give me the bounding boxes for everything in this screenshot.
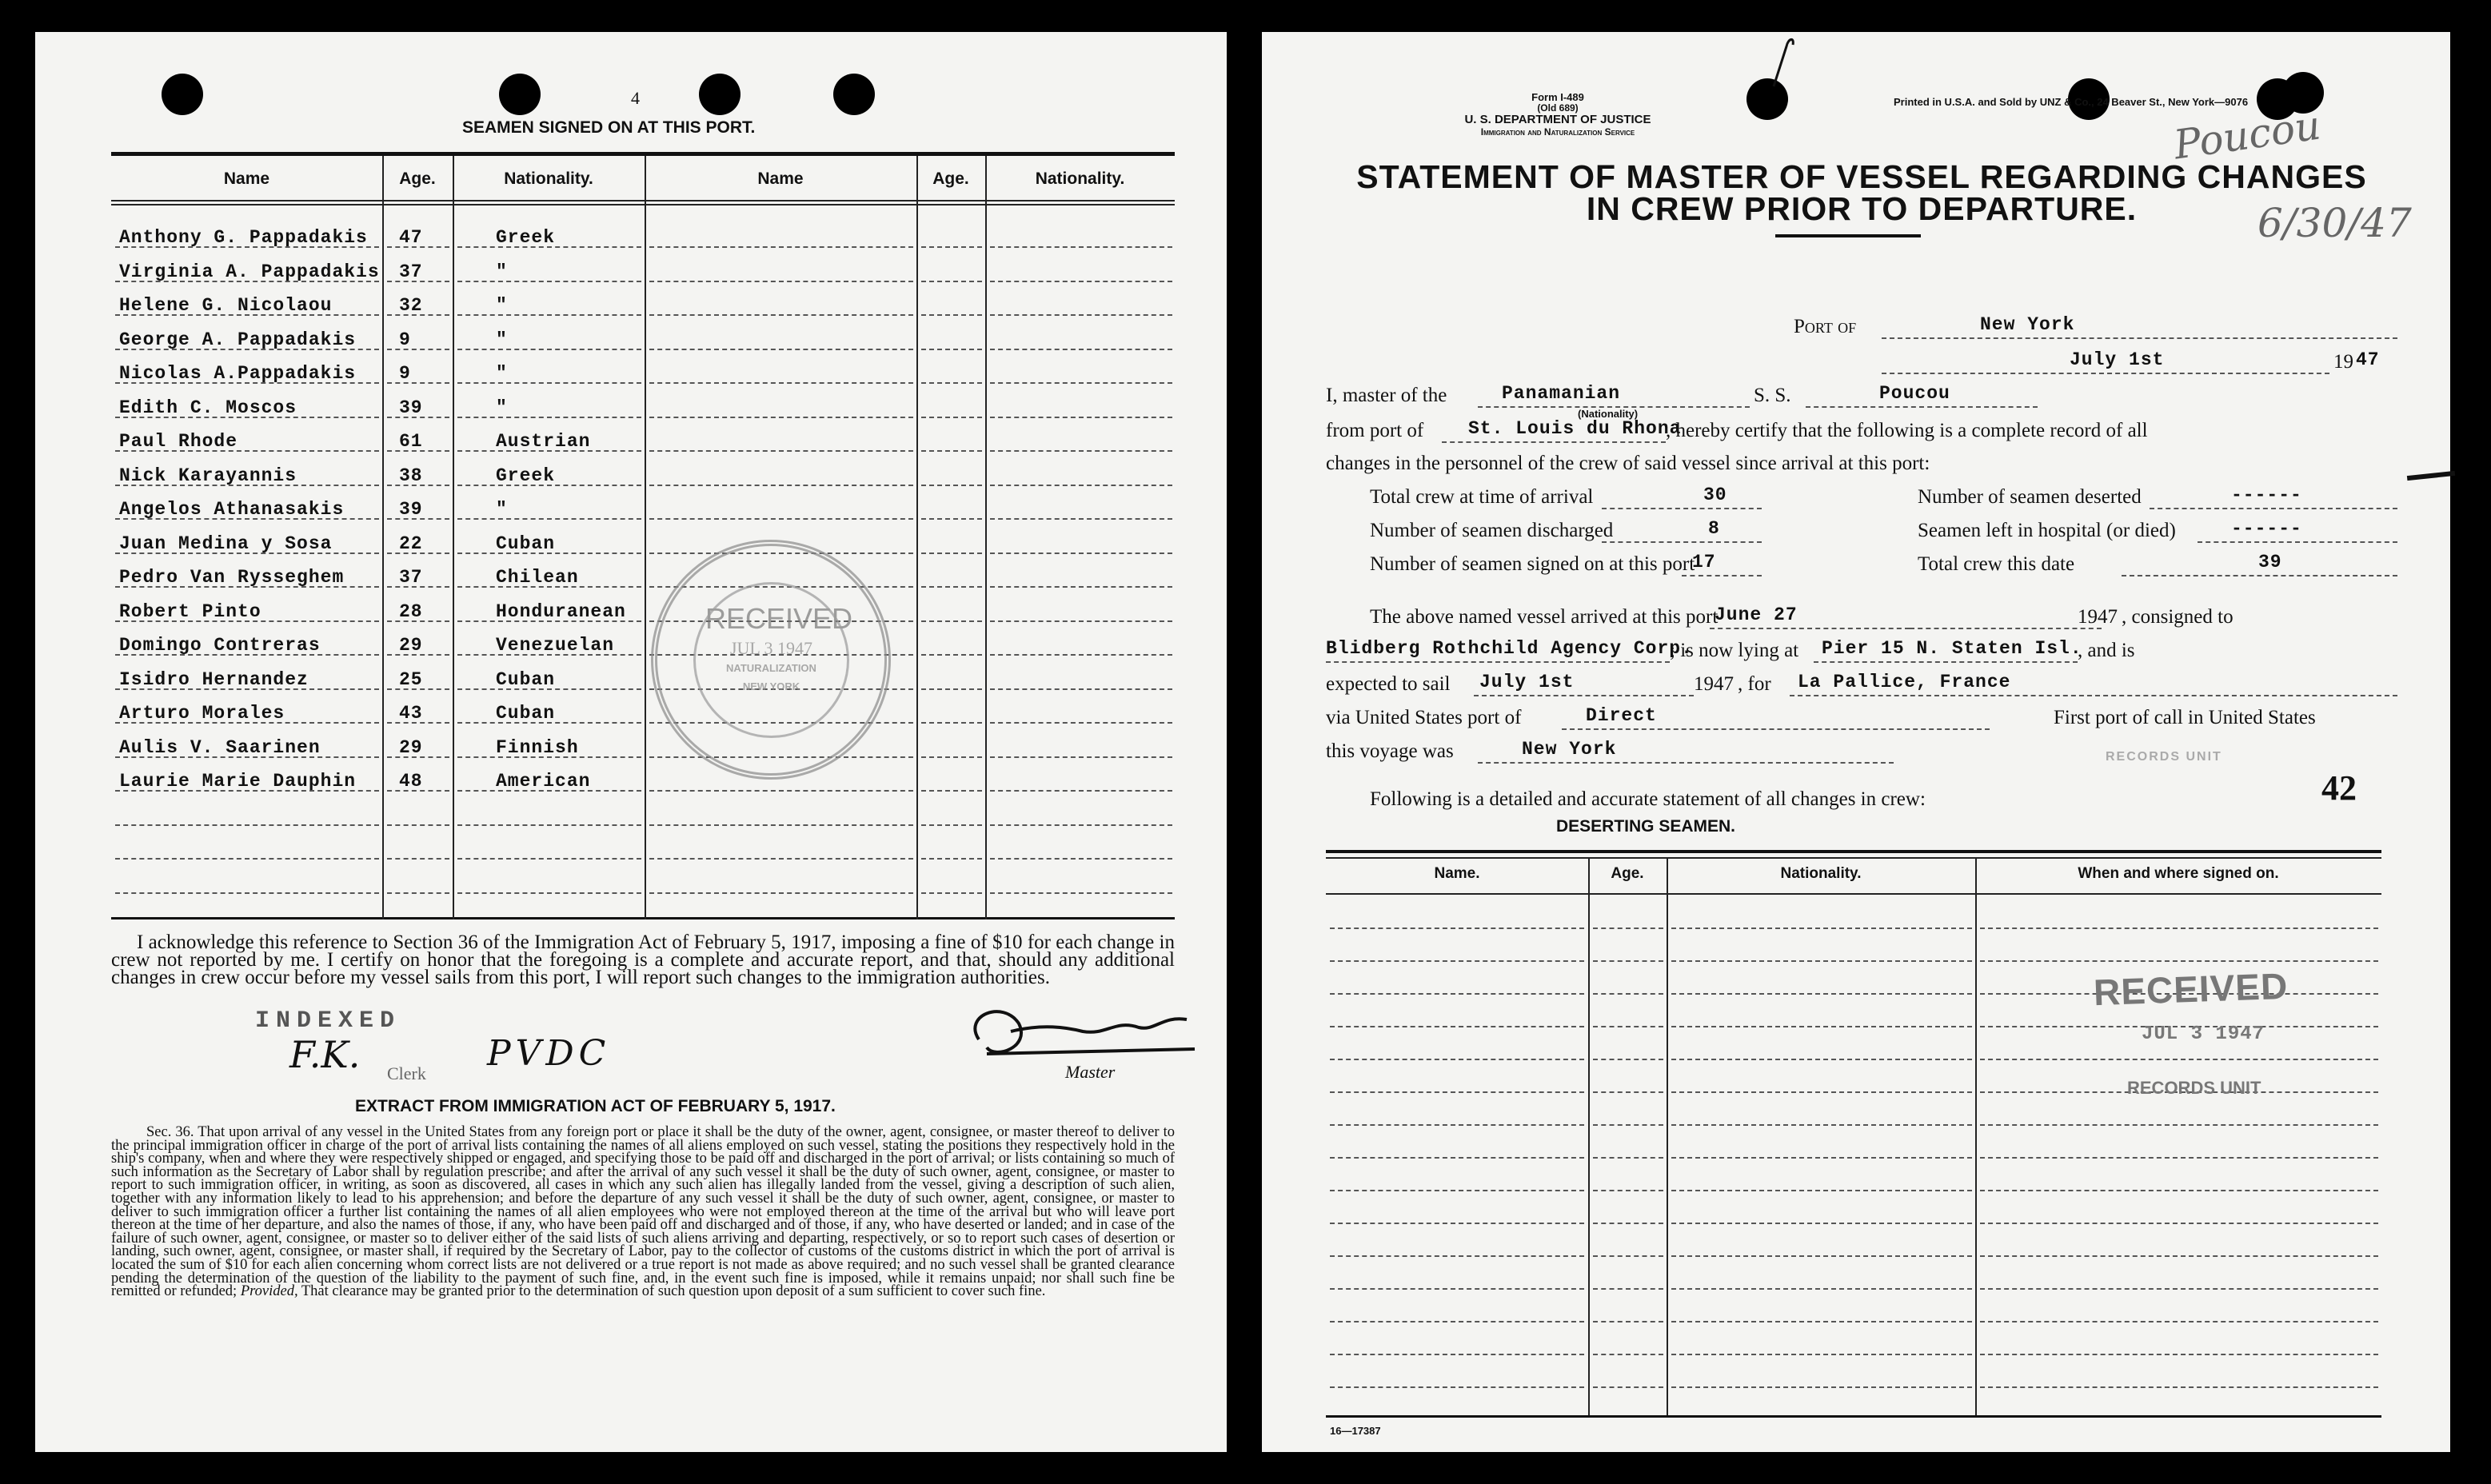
this-voyage-label: this voyage was	[1326, 740, 1454, 762]
row-nationality: "	[496, 397, 508, 418]
row-nationality: Honduranean	[496, 600, 626, 622]
row-nationality: Chilean	[496, 567, 579, 588]
punch-hole	[699, 74, 741, 115]
row-nationality: Cuban	[496, 533, 556, 554]
extract-text	[111, 1126, 1175, 1298]
received-stamp-date: JUL 3 1947	[2142, 1023, 2265, 1045]
row-age: 32	[399, 295, 423, 316]
page-number: 4	[631, 88, 640, 108]
row-nationality: "	[496, 329, 508, 350]
row-age: 39	[399, 397, 423, 418]
handwritten-ship: Poucou	[2170, 102, 2324, 169]
from-port-value: St. Louis du Rhona	[1468, 418, 1682, 439]
row-age: 61	[399, 431, 423, 452]
stamp-date: JUL 3 1947	[729, 638, 813, 658]
section-title: SEAMEN SIGNED ON AT THIS PORT.	[462, 118, 756, 137]
handwritten-date: 6/30/47	[2257, 200, 2412, 246]
and-is-label: , and is	[2078, 640, 2135, 661]
form-title-line1: STATEMENT OF MASTER OF VESSEL REGARDING CHANGES	[1356, 158, 2367, 195]
total-date-value: 39	[2258, 552, 2282, 572]
row-nationality: Cuban	[496, 668, 556, 690]
row-age: 37	[399, 261, 423, 282]
rtbl-header-age: Age.	[1611, 865, 1644, 882]
from-port-label: from port of	[1326, 420, 1424, 441]
indexed-stamp: INDEXED	[255, 1007, 401, 1035]
changes-text: changes in the personnel of the crew of said vessel since arrival at this port:	[1326, 453, 1930, 474]
punch-hole	[162, 74, 203, 115]
row-age: 28	[399, 600, 423, 622]
printer-line: Printed in U.S.A. and Sold by UNZ & Co., 24 Beaver St., New York—9076	[1894, 96, 2249, 108]
row-name: Helene G. Nicolaou	[119, 295, 333, 316]
first-port-label: First port of call in United States	[2054, 707, 2316, 728]
extract-title: EXTRACT FROM IMMIGRATION ACT OF FEBRUARY 5, 1917.	[355, 1097, 836, 1115]
arrived-label: The above named vessel arrived at this port	[1370, 606, 1719, 628]
extract-end: That clearance may be granted prior to the determination of such question upon deposit of a sum sufficient to cover such fine.	[301, 1283, 1046, 1300]
footer-code: 16—17387	[1330, 1425, 1381, 1437]
lying-label: ; is now lying at	[1670, 640, 1799, 661]
row-name: Pedro Van Rysseghem	[119, 567, 345, 588]
row-age: 37	[399, 567, 423, 588]
row-name: Edith C. Moscos	[119, 397, 297, 418]
date-value: July 1st	[2070, 349, 2165, 370]
signed-on-label: Number of seamen signed on at this port	[1370, 553, 1695, 575]
port-value: New York	[1980, 314, 2075, 335]
row-name: Anthony G. Pappadakis	[119, 227, 368, 248]
extract-provided: Provided,	[240, 1283, 298, 1300]
col-header-name: Name	[223, 170, 270, 188]
rtbl-header-name: Name.	[1434, 865, 1480, 882]
row-name: Robert Pinto	[119, 600, 261, 622]
col-header-age-2: Age.	[932, 170, 969, 188]
sail-date-value: July 1st	[1479, 672, 1575, 692]
col-header-nationality-2: Nationality.	[1035, 170, 1125, 188]
row-age: 29	[399, 736, 423, 758]
certify-text: , hereby certify that the following is a complete record of all	[1666, 420, 2148, 441]
table-header-rule	[111, 204, 1175, 205]
row-nationality: Austrian	[496, 431, 591, 452]
nationality-caption: (Nationality)	[1578, 408, 1639, 420]
row-age: 9	[399, 363, 411, 384]
row-name: Juan Medina y Sosa	[119, 533, 333, 554]
agency-value: Blidberg Rothchild Agency Corp.	[1326, 638, 1693, 659]
rtbl-header-signed-on: When and where signed on.	[2078, 865, 2279, 882]
punch-hole	[833, 74, 875, 115]
via-label: via United States port of	[1326, 707, 1522, 728]
row-age: 39	[399, 499, 423, 520]
col-header-age: Age.	[399, 170, 436, 188]
row-name: Virginia A. Pappadakis	[119, 261, 380, 282]
row-age: 47	[399, 227, 423, 248]
table-header-rule	[111, 200, 1175, 201]
row-name: Angelos Athanasakis	[119, 499, 345, 520]
discharged-value: 8	[1708, 518, 1720, 539]
row-nationality: Finnish	[496, 736, 579, 758]
deserting-table	[1326, 850, 2381, 1418]
stamp-title: RECEIVED	[705, 602, 853, 635]
total-arrival-value: 30	[1703, 485, 1727, 505]
row-age: 48	[399, 771, 423, 792]
master-label: Master	[1065, 1062, 1116, 1082]
row-age: 9	[399, 329, 411, 350]
form-title-line2: IN CREW PRIOR TO DEPARTURE.	[1586, 190, 2138, 227]
pen-mark	[1758, 32, 1806, 88]
expected-label: expected to sail	[1326, 673, 1451, 695]
old-form-number: (Old 689)	[1537, 102, 1579, 114]
hospital-label: Seamen left in hospital (or died)	[1918, 520, 2176, 541]
stamp-line1: NATURALIZATION	[726, 662, 816, 674]
count-number: 42	[2321, 768, 2357, 808]
title-rule	[1775, 234, 1921, 237]
for-label: , for	[1738, 673, 1771, 695]
arrived-value: June 27	[1715, 604, 1798, 625]
port-label: Port of	[1794, 316, 1857, 337]
extract-sec: Sec. 36.	[146, 1124, 194, 1140]
faint-stamp-note: RECORDS UNIT	[2106, 750, 2222, 764]
row-nationality: Greek	[496, 227, 556, 248]
row-age: 43	[399, 703, 423, 724]
row-name: George A. Pappadakis	[119, 329, 357, 350]
received-stamp-round	[651, 540, 891, 780]
following-text: Following is a detailed and accurate statement of all changes in crew:	[1370, 788, 1926, 810]
service: Immigration and Naturalization Service	[1480, 126, 1635, 138]
form-number: Form I-489	[1531, 91, 1584, 103]
row-nationality: "	[496, 363, 508, 384]
received-stamp-title: RECEIVED	[2093, 964, 2289, 1014]
discharged-label: Number of seamen discharged	[1370, 520, 1614, 541]
extract-body: That upon arrival of any vessel in the United States from any foreign port or place it shall be the duty of the owner, agent, consignee, or master thereof to deliver to the principal immigration officer in charge of the port of arrival lists containing the names of all aliens employed on such vessel, stating the positions they respectively hold in the ship's company, when and where they were respectively shipped or engaged, and specifying those to be paid off and discharged in the port of arrival; or lists containing so much of such information as the Secretary of Labor shall by regulation prescribe; and after the arrival of any such vessel it shall be the duty of such owner, agent, consignee, or master to report to such immigration officer, in writing, as soon as discovered, all cases in which any such alien has illegally landed from the vessel, giving a description of such alien, together with any information likely to lead to his apprehension; and before the departure of any such vessel it shall be the duty of such owner, agent, consignee, or master to deliver to such immigration officer a further list containing the names of all alien employees who were not employed thereon at the time of the arrival but who will leave port thereon at the time of her departure, and also the names of those, if any, who have been paid off and discharged and of those, if any, who have deserted or landed; and in case of the failure of such owner, agent, consignee, or master so to deliver either of the said lists of such aliens arriving and departing, respectively, or so to report such cases of desertion or landing, such owner, agent, consignee, or master shall, if required by the Secretary of Labor, pay to the collector of customs of the customs district in which the port of arrival is located the sum of $10 for each alien concerning whom correct lists are not delivered or a true report is not made as above required; and no such vessel shall be granted clearance pending the determination of the question of the liability to the payment of such fine, and, in the event such fine is imposed, while it remains unpaid; nor shall such fine be remitted or refunded;	[111, 1124, 1175, 1300]
year-value: 47	[2356, 349, 2380, 370]
row-nationality: Cuban	[496, 703, 556, 724]
via-value: Direct	[1586, 705, 1657, 726]
row-name: Isidro Hernandez	[119, 668, 309, 690]
hospital-value: ------	[2231, 518, 2302, 539]
received-stamp-unit: RECORDS UNIT	[2127, 1078, 2261, 1098]
row-name: Aulis V. Saarinen	[119, 736, 321, 758]
col-header-nationality: Nationality.	[504, 170, 593, 188]
left-page	[35, 32, 1227, 1452]
sail-year: 1947	[1694, 673, 1734, 695]
row-name: Nicolas A.Pappadakis	[119, 363, 357, 384]
row-name: Nick Karayannis	[119, 465, 297, 486]
punch-hole	[499, 74, 541, 115]
signed-on-value: 17	[1692, 552, 1716, 572]
row-nationality: "	[496, 295, 508, 316]
row-age: 25	[399, 668, 423, 690]
row-nationality: American	[496, 771, 591, 792]
row-age: 38	[399, 465, 423, 486]
right-page	[1262, 32, 2450, 1452]
pier-value: Pier 15 N. Staten Isl.	[1822, 638, 2082, 659]
ship-value: Poucou	[1879, 383, 1950, 404]
master-of-label: I, master of the	[1326, 385, 1447, 406]
ss-label: S. S.	[1754, 385, 1791, 406]
row-nationality: "	[496, 499, 508, 520]
row-name: Laurie Marie Dauphin	[119, 771, 357, 792]
year-prefix: 19	[2333, 351, 2353, 373]
handwritten-initials: PVDC	[487, 1033, 611, 1074]
row-name: Paul Rhode	[119, 431, 238, 452]
row-name: Domingo Contreras	[119, 635, 321, 656]
rtbl-header-nationality: Nationality.	[1780, 865, 1862, 882]
row-age: 22	[399, 533, 423, 554]
stamp-line2: NEW YORK	[742, 680, 800, 692]
arrived-year: 1947	[2078, 606, 2118, 628]
destination-value: La Pallice, France	[1798, 672, 2011, 692]
deserted-value: ------	[2231, 485, 2302, 505]
clerk-label: Clerk	[387, 1063, 426, 1083]
row-age: 29	[399, 635, 423, 656]
nationality-value: Panamanian	[1502, 383, 1621, 404]
row-nationality: Venezuelan	[496, 635, 615, 656]
deserted-label: Number of seamen deserted	[1918, 486, 2142, 508]
clerk-initials: F.K.	[289, 1033, 361, 1076]
total-date-label: Total crew this date	[1918, 553, 2075, 575]
row-name: Arturo Morales	[119, 703, 285, 724]
first-port-value: New York	[1522, 739, 1617, 760]
deserting-title: DESERTING SEAMEN.	[1555, 817, 1736, 836]
col-header-name-2: Name	[757, 170, 804, 188]
acknowledgement-text: I acknowledge this reference to Section 36 of the Immigration Act of February 5, 1917, imposing a fine of $10 for each change in crew not reported by me. I certify on honor that the foregoing is a complete and accurate report, and that, should any additional changes in crew occur before my vessel sails from this port, I will report such changes to the immigration authorities.	[111, 931, 1175, 988]
row-nationality: Greek	[496, 465, 556, 486]
department: U. S. DEPARTMENT OF JUSTICE	[1464, 113, 1651, 126]
row-nationality: "	[496, 261, 508, 282]
consigned-label: , consigned to	[2122, 606, 2234, 628]
total-arrival-label: Total crew at time of arrival	[1370, 486, 1594, 508]
